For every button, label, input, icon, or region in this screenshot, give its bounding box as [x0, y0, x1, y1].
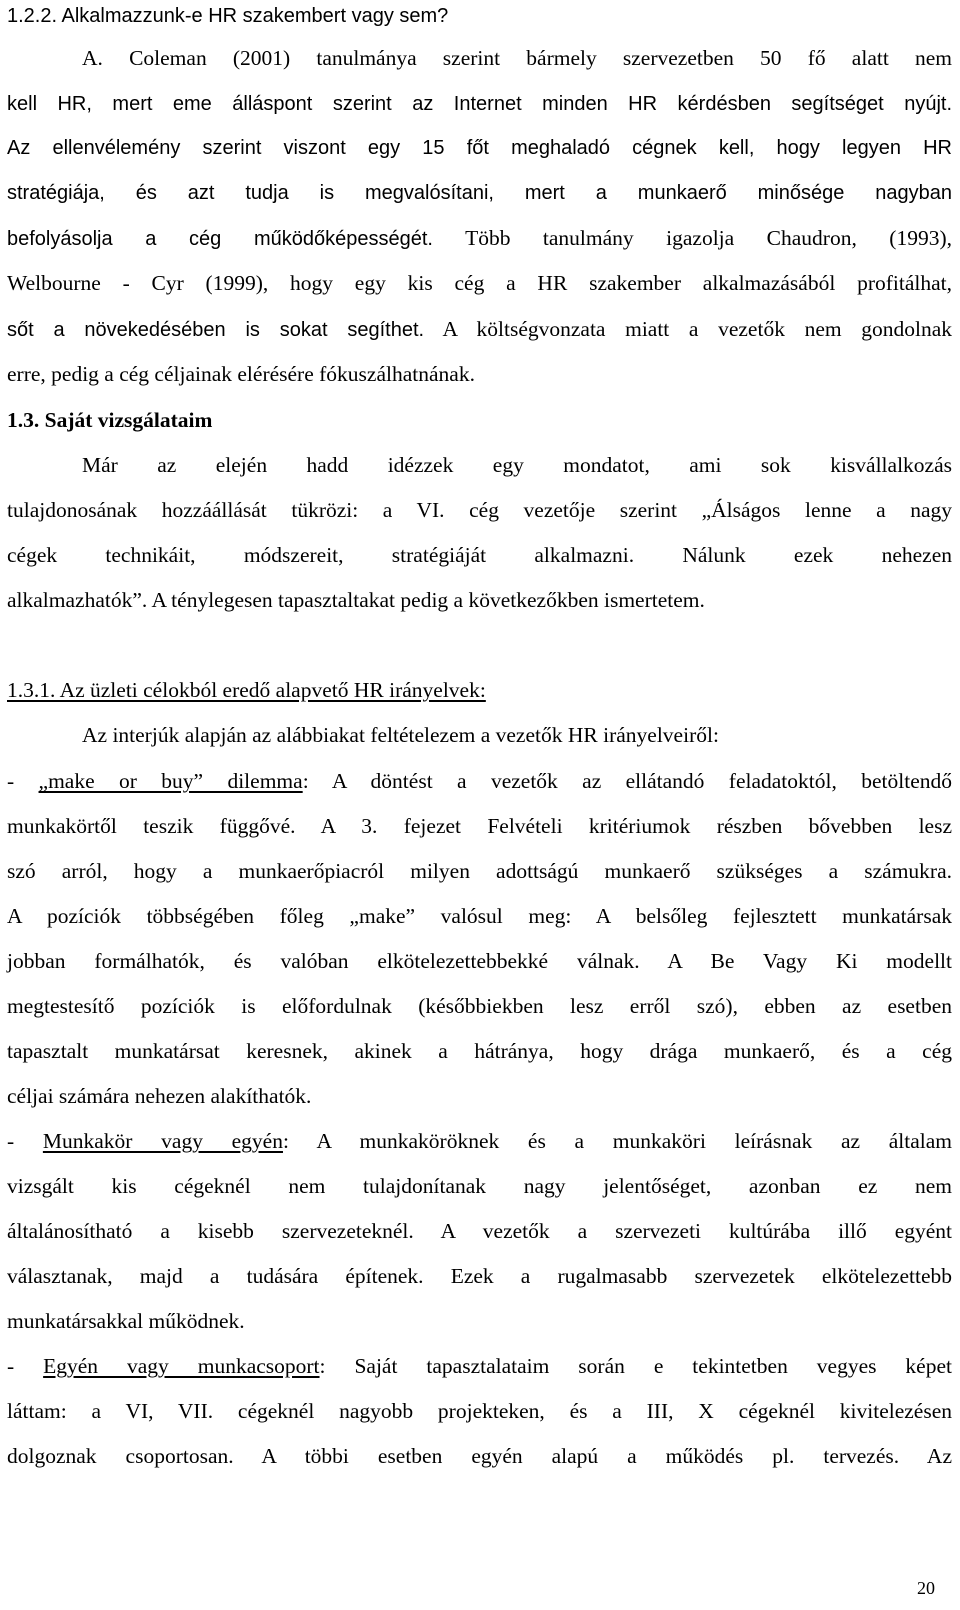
- paragraph-line: munkakörtől teszik függővé. A 3. fejezet Felvételi kritériumok részben bővebben lesz: [7, 814, 952, 838]
- paragraph-line: alkalmazhatók”. A ténylegesen tapasztaltakat pedig a következőkben ismertetem.: [7, 588, 705, 612]
- paragraph-line: dolgoznak csoportosan. A többi esetben egyén alapú a működés pl. tervezés. Az: [7, 1444, 952, 1468]
- paragraph-line: választanak, majd a tudására építenek. Ezek a rugalmasabb szervezetek elkötelezettebb: [7, 1264, 952, 1288]
- list-item-line: [7, 766, 952, 796]
- paragraph-line: céljai számára nehezen alakíthatók.: [7, 1084, 312, 1108]
- text-segment: A költségvonzata miatt a vezetők nem gondolnak: [442, 317, 952, 341]
- text-segment: cég vezetője szerint „Álságos lenne a nagy: [469, 498, 953, 522]
- paragraph-line: [7, 314, 952, 344]
- paragraph-line: általánosítható a kisebb szervezeteknél. A vezetők a szervezeti kultúrába illő egyént: [7, 1219, 952, 1243]
- text-segment: : Saját tapasztalataim során e tekintetben vegyes képet: [319, 1354, 952, 1378]
- text-segment: tulajdonosának hozzáállását tükrözi: a VI.: [7, 498, 445, 522]
- paragraph-line: [7, 495, 952, 525]
- section-heading-1-3-1: [7, 675, 952, 705]
- section-heading-1-3: 1.3. Saját vizsgálataim: [7, 408, 213, 432]
- paragraph-line: Az interjúk alapján az alábbiakat feltételezem a vezetők HR irányelveiről:: [82, 723, 719, 747]
- text-segment: : A döntést a vezetők az ellátandó feladatoktól, betöltendő: [302, 769, 952, 793]
- page-number: 20: [917, 1578, 935, 1598]
- underlined-heading: 1.3.1. Az üzleti célokból eredő alapvető HR irányelvek:: [7, 678, 486, 702]
- paragraph-line: [7, 223, 952, 253]
- section-heading-1-2-2: 1.2.2. Alkalmazzunk-e HR szakembert vagy sem?: [7, 5, 449, 27]
- paragraph-line: munkatársakkal működnek.: [7, 1309, 245, 1333]
- paragraph-line: tapasztalt munkatársat keresnek, akinek a hátránya, hogy drága munkaerő, és a cég: [7, 1039, 952, 1063]
- paragraph-line: kell HR, mert eme álláspont szerint az Internet minden HR kérdésben segítséget nyújt.: [7, 93, 952, 115]
- paragraph-line: láttam: a VI, VII. cégeknél nagyobb projekteken, és a III, X cégeknél kivitelezésen: [7, 1399, 952, 1423]
- list-item-line: [7, 1126, 952, 1156]
- paragraph-line: stratégiája, és azt tudja is megvalósítani, mert a munkaerő minősége nagyban: [7, 182, 952, 204]
- paragraph-line: cégek technikáit, módszereit, stratégiáját alkalmazni. Nálunk ezek nehezen: [7, 543, 952, 567]
- paragraph-line: Az ellenvélemény szerint viszont egy 15 főt meghaladó cégnek kell, hogy legyen HR: [7, 137, 952, 159]
- list-dash: -: [7, 1129, 43, 1153]
- paragraph-line: szó arról, hogy a munkaerőpiacról milyen adottságú munkaerő szükséges a számukra.: [7, 859, 952, 883]
- list-dash: -: [7, 769, 39, 793]
- list-term: Munkakör vagy egyén: [42, 1129, 283, 1153]
- text-segment: sőt a növekedésében is sokat segíthet.: [7, 319, 425, 341]
- text-segment: Több tanulmány igazolja Chaudron, (1993),: [465, 226, 952, 250]
- list-dash: -: [7, 1354, 44, 1378]
- paragraph-line: jobban formálhatók, és valóban elkötelezettebbekké válnak. A Be Vagy Ki modellt: [7, 949, 952, 973]
- paragraph-line: A pozíciók többségében főleg „make” valósul meg: A belsőleg fejlesztett munkatársak: [7, 904, 952, 928]
- list-term: „make or buy” dilemma: [38, 769, 303, 793]
- paragraph-line: vizsgált kis cégeknél nem tulajdonítanak nagy jelentőséget, azonban ez nem: [7, 1174, 952, 1198]
- paragraph-line: Welbourne - Cyr (1999), hogy egy kis cég a HR szakember alkalmazásából profitálhat,: [7, 271, 952, 295]
- list-term: Egyén vagy munkacsoport: [43, 1354, 320, 1378]
- paragraph-line: erre, pedig a cég céljainak elérésére fókuszálhatnának.: [7, 362, 475, 386]
- paragraph-line: megtestesítő pozíciók is előfordulnak (későbbiekben lesz erről szó), ebben az esetben: [7, 994, 952, 1018]
- list-item-line: [7, 1351, 952, 1381]
- paragraph-line: A. Coleman (2001) tanulmánya szerint bármely szervezetben 50 fő alatt nem: [82, 46, 952, 70]
- paragraph-line: Már az elején hadd idézzek egy mondatot, ami sok kisvállalkozás: [82, 453, 952, 477]
- text-segment: befolyásolja a cég működőképességét.: [7, 228, 433, 250]
- text-segment: : A munkaköröknek és a munkaköri leírásnak az általam: [282, 1129, 953, 1153]
